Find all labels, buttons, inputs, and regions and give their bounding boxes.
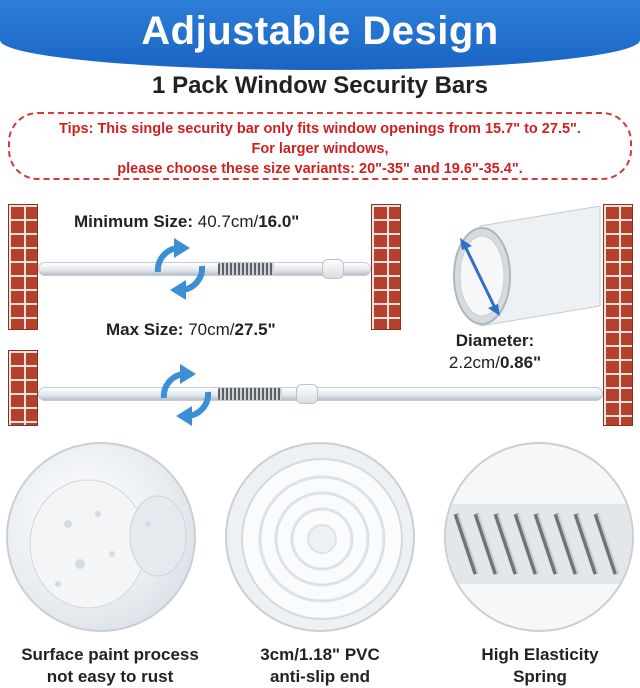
diameter-imperial: 0.86" — [499, 353, 542, 372]
tips-box — [8, 112, 632, 180]
header-banner — [0, 0, 640, 70]
feature-3-line-2: Spring — [513, 667, 567, 686]
tube-diameter-icon — [440, 206, 605, 326]
min-rod-knob — [322, 259, 344, 279]
feature-2-line-1: 3cm/1.18" PVC — [260, 645, 380, 664]
diameter-metric: 2.2cm/ — [448, 353, 500, 372]
max-rod-knob — [296, 384, 318, 404]
feature-1-line-2: not easy to rust — [46, 667, 174, 686]
subtitle: 1 Pack Window Security Bars — [152, 72, 488, 99]
min-size-metric: 40.7cm/ — [193, 212, 259, 231]
brick-wall-left-lower-icon — [8, 350, 38, 426]
max-size-label — [106, 320, 276, 340]
max-rod — [38, 387, 603, 401]
rod-end-icon — [8, 444, 196, 632]
brick-wall-right-icon — [371, 204, 401, 330]
surface-paint-image — [6, 442, 196, 632]
rotate-arrows-icon — [154, 362, 218, 428]
tips-line-2: For larger windows, — [251, 141, 389, 157]
feature-caption-2 — [210, 644, 430, 688]
feature-2-line-2: anti-slip end — [269, 667, 371, 686]
feature-1-line-1: Surface paint process — [21, 645, 199, 664]
min-rod-spring — [218, 263, 274, 275]
spring-icon — [446, 444, 634, 632]
max-size-title: Max Size: — [106, 320, 184, 339]
min-size-title: Minimum Size: — [74, 212, 194, 231]
pvc-pad-icon — [227, 444, 415, 632]
feature-caption-3 — [430, 644, 640, 688]
min-size-imperial: 16.0" — [258, 212, 300, 231]
max-size-metric: 70cm/ — [183, 320, 235, 339]
min-size-label — [74, 212, 299, 232]
brick-wall-far-right-icon — [603, 204, 633, 426]
diameter-title: Diameter: — [455, 331, 535, 350]
diameter-label — [430, 330, 560, 374]
max-size-imperial: 27.5" — [234, 320, 276, 339]
spring-image — [444, 442, 634, 632]
rotate-arrows-icon — [148, 236, 212, 302]
max-rod-spring — [218, 388, 282, 400]
page-title: Adjustable Design — [141, 8, 499, 53]
feature-caption-1 — [0, 644, 220, 688]
pvc-end-image — [225, 442, 415, 632]
feature-3-line-1: High Elasticity — [481, 645, 599, 664]
tips-line-3: please choose these size variants: 20"-35" and 19.6"-35.4". — [117, 161, 523, 177]
tips-line-1: Tips: This single security bar only fits window openings from 15.7" to 27.5". — [59, 121, 581, 137]
brick-wall-left-icon — [8, 204, 38, 330]
